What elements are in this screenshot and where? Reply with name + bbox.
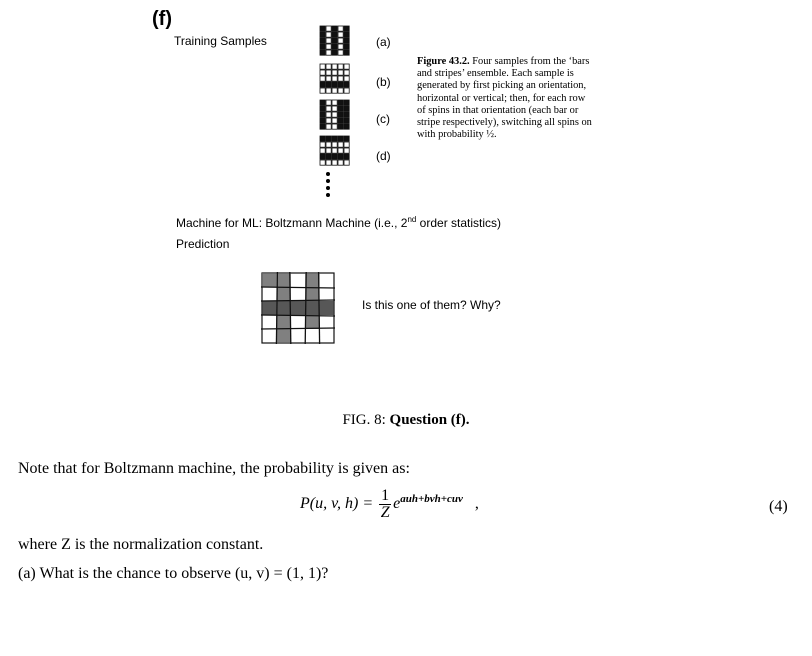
grid-cell <box>332 160 337 165</box>
grid-cell <box>344 88 349 93</box>
grid-cell <box>326 118 331 123</box>
grid-cell <box>320 32 325 37</box>
grid-cell <box>344 136 349 141</box>
grid-cell <box>320 50 325 55</box>
grid-cell <box>338 160 343 165</box>
grid-cell <box>344 154 349 159</box>
grid-cell <box>326 124 331 129</box>
grid-cell <box>320 44 325 49</box>
grid-cell <box>338 142 343 147</box>
sketch-shaded-cell <box>262 301 276 315</box>
grid-cell <box>320 38 325 43</box>
grid-cell <box>338 88 343 93</box>
grid-cell <box>344 32 349 37</box>
caption-title: Figure 43.2. <box>417 56 470 67</box>
grid-cell <box>326 100 331 105</box>
grid-cell <box>326 44 331 49</box>
grid-cell <box>320 142 325 147</box>
sketch-shaded-cell <box>276 287 290 301</box>
sample-label-b: (b) <box>376 75 391 89</box>
grid-cell <box>320 154 325 159</box>
figure-panel-label: (f) <box>152 8 172 30</box>
grid-cell <box>326 76 331 81</box>
machine-superscript: nd <box>407 215 417 224</box>
sample-d-grid <box>320 136 349 165</box>
sketch-shaded-cell <box>305 315 319 329</box>
grid-cell <box>338 124 343 129</box>
grid-cell <box>320 82 325 87</box>
grid-cell <box>332 88 337 93</box>
grid-cell <box>338 32 343 37</box>
grid-cell <box>344 148 349 153</box>
sketch-shaded-cell <box>305 287 319 301</box>
grid-cell <box>326 154 331 159</box>
grid-cell <box>326 88 331 93</box>
grid-cell <box>332 124 337 129</box>
equation-number: (4) <box>769 498 788 515</box>
figure-8-caption <box>0 412 812 429</box>
grid-cell <box>320 118 325 123</box>
prediction-label: Prediction <box>176 237 230 251</box>
grid-cell <box>338 50 343 55</box>
sketch-shaded-cell <box>276 273 290 287</box>
sketch-shaded-cell <box>291 301 305 315</box>
sketch-shaded-cell <box>262 273 276 287</box>
grid-cell <box>338 100 343 105</box>
sketch-shaded-cell <box>276 315 290 329</box>
grid-cell <box>332 82 337 87</box>
normalization-note: where Z is the normalization constant. <box>18 536 264 553</box>
grid-cell <box>338 112 343 117</box>
grid-cell <box>338 38 343 43</box>
grid-cell <box>320 160 325 165</box>
grid-cell <box>332 64 337 69</box>
grid-cell <box>326 160 331 165</box>
grid-cell <box>344 142 349 147</box>
grid-cell <box>338 82 343 87</box>
equation-4 <box>300 488 479 521</box>
grid-cell <box>338 44 343 49</box>
grid-cell <box>332 76 337 81</box>
eq-comma: , <box>474 495 479 513</box>
sample-label-a: (a) <box>376 35 391 49</box>
grid-cell <box>320 124 325 129</box>
grid-cell <box>344 124 349 129</box>
grid-cell <box>338 76 343 81</box>
grid-cell <box>326 112 331 117</box>
eq-exponent: auh+bvh+cuv <box>400 492 463 505</box>
grid-cell <box>344 106 349 111</box>
sketch-shaded-cells <box>262 273 334 343</box>
grid-cell <box>338 106 343 111</box>
eq-fraction <box>379 488 391 521</box>
question-a: (a) What is the chance to observe (u, v) = (1, 1)? <box>18 565 329 582</box>
grid-cell <box>320 100 325 105</box>
grid-cell <box>344 44 349 49</box>
grid-cell <box>326 50 331 55</box>
boltzmann-note: Note that for Boltzmann machine, the probability is given as: <box>18 460 410 477</box>
grid-cell <box>320 76 325 81</box>
eq-exp-base: e <box>393 495 401 513</box>
sample-b-grid <box>320 64 349 93</box>
grid-cell <box>338 26 343 31</box>
grid-cell <box>332 50 337 55</box>
grid-cell <box>338 118 343 123</box>
machine-text-suffix: order statistics) <box>416 216 502 230</box>
sketch-shaded-cell <box>320 301 334 315</box>
grid-cell <box>326 148 331 153</box>
grid-cell <box>332 106 337 111</box>
grid-cell <box>344 50 349 55</box>
eq-lhs: P(u, v, h) = <box>300 495 374 513</box>
grid-cell <box>332 112 337 117</box>
grid-cell <box>338 148 343 153</box>
grid-cell <box>332 38 337 43</box>
grid-cell <box>338 64 343 69</box>
grid-cell <box>344 112 349 117</box>
grid-cell <box>344 26 349 31</box>
grid-cell <box>320 148 325 153</box>
sketch-shaded-cell <box>305 301 319 315</box>
grid-cell <box>326 82 331 87</box>
grid-cell <box>320 136 325 141</box>
grid-cell <box>344 160 349 165</box>
grid-cell <box>320 112 325 117</box>
grid-cell <box>344 82 349 87</box>
training-samples-title: Training Samples <box>174 34 267 48</box>
sketch-line <box>261 287 335 288</box>
grid-cell <box>338 136 343 141</box>
grid-cell <box>320 106 325 111</box>
grid-cell <box>332 44 337 49</box>
sketch-line <box>261 328 335 329</box>
grid-cell <box>332 148 337 153</box>
grid-cell <box>344 100 349 105</box>
machine-text: Machine for ML: Boltzmann Machine (i.e., 2 <box>176 216 408 230</box>
hand-drawn-grid-sketch <box>258 270 338 346</box>
training-samples-graphic <box>318 24 358 194</box>
grid-cell <box>332 154 337 159</box>
grid-cell <box>326 106 331 111</box>
sketch-shaded-cell <box>305 273 319 287</box>
sample-c-grid <box>320 100 349 129</box>
grid-cell <box>320 26 325 31</box>
grid-cell <box>344 76 349 81</box>
machine-description <box>176 215 501 230</box>
grid-cell <box>344 118 349 123</box>
grid-cell <box>332 100 337 105</box>
grid-cell <box>326 64 331 69</box>
grid-cell <box>344 70 349 75</box>
grid-cell <box>326 38 331 43</box>
grid-cell <box>344 38 349 43</box>
sample-label-c: (c) <box>376 112 390 126</box>
grid-cell <box>332 70 337 75</box>
sketch-line <box>261 300 335 301</box>
grid-cell <box>332 26 337 31</box>
sketch-line <box>261 315 335 316</box>
grid-cell <box>338 154 343 159</box>
sample-a-grid <box>320 26 349 55</box>
grid-cell <box>332 136 337 141</box>
caption-body: Four samples from the ‘bars and stripes’ ensemble. Each sample is generated by first picking an orientation, horizontal or vertical; then, for each row of spins in that orientation (each bar or stripe respectively), switching all spins on with probability ½. <box>417 56 592 141</box>
grid-cell <box>338 70 343 75</box>
grid-cell <box>332 32 337 37</box>
grid-cell <box>320 70 325 75</box>
ellipsis-vertical <box>318 170 338 198</box>
grid-cell <box>332 118 337 123</box>
eq-numerator: 1 <box>381 487 390 504</box>
fig8-prefix: FIG. 8: <box>342 412 390 428</box>
sample-label-d: (d) <box>376 149 391 163</box>
grid-cell <box>320 64 325 69</box>
grid-cell <box>326 136 331 141</box>
grid-cell <box>344 64 349 69</box>
grid-cell <box>320 88 325 93</box>
grid-cell <box>332 142 337 147</box>
sketch-shaded-cell <box>276 301 290 315</box>
grid-cell <box>326 70 331 75</box>
fig8-title: Question (f). <box>389 412 470 428</box>
grid-cell <box>326 26 331 31</box>
sketch-question: Is this one of them? Why? <box>362 298 501 312</box>
grid-cell <box>326 142 331 147</box>
sketch-shaded-cell <box>276 329 290 343</box>
grid-cell <box>326 32 331 37</box>
eq-denominator: Z <box>380 504 390 521</box>
figure-43-2-caption <box>417 56 595 141</box>
